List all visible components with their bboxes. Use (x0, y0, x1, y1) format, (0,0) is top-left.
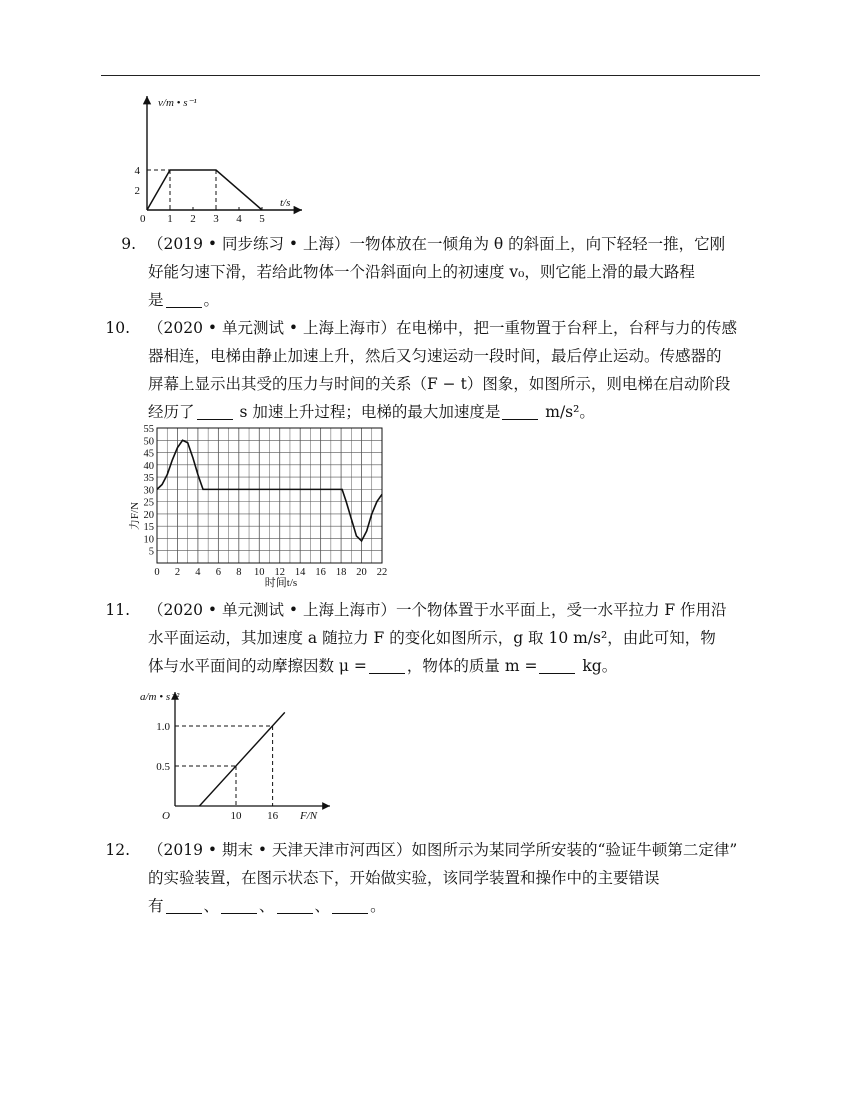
question-text: 有 (148, 897, 164, 915)
question-number: 10. (105, 319, 130, 337)
y-tick-label: 35 (143, 473, 154, 485)
x-tick-label: 22 (376, 567, 388, 578)
y-tick-label: 40 (143, 460, 154, 472)
x-tick-label: 4 (236, 213, 242, 222)
question-9 (100, 230, 772, 314)
x-tick-label: 8 (236, 567, 242, 578)
answer-blank[interactable] (221, 897, 257, 914)
y-axis-label: a/m • s⁻² (140, 691, 180, 703)
y-tick-label: 25 (143, 497, 154, 509)
y-tick-label: 45 (143, 448, 154, 460)
velocity-time-graph (130, 90, 310, 222)
answer-blank[interactable] (539, 657, 575, 674)
y-tick-label: 20 (143, 509, 154, 521)
question-text: 是 (148, 291, 164, 309)
question-text: 体与水平面间的动摩擦因数 μ = (148, 657, 367, 675)
question-10 (100, 314, 772, 426)
x-tick-label: 18 (335, 567, 347, 578)
y-tick-label: 10 (143, 534, 154, 546)
x-tick-label: 20 (356, 567, 367, 578)
question-text: s 加速上升过程；电梯的最大加速度是 (234, 403, 501, 421)
x-axis-label: F/N (300, 810, 318, 820)
question-number: 12. (105, 841, 130, 859)
question-text: （2020 • 单元测试 • 上海上海市）在电梯中，把一重物置于台秤上，台秤与力的传感 (148, 319, 737, 337)
x-axis-label: t/s (280, 197, 291, 209)
y-tick-label: 55 (143, 424, 154, 435)
question-number: 9. (121, 235, 136, 253)
y-tick-label: 50 (143, 436, 154, 448)
separator: 、 (259, 897, 275, 915)
x-tick-label: 2 (190, 213, 196, 222)
answer-blank[interactable] (166, 291, 202, 308)
y-tick-label: 1.0 (156, 721, 170, 733)
question-text: 器相连，电梯由静止加速上升，然后又匀速运动一段时间，最后停止运动。传感器的 (148, 347, 722, 365)
separator: 、 (314, 897, 331, 915)
y-tick-label: 30 (143, 485, 154, 497)
question-text: kg。 (577, 657, 618, 675)
x-tick-label: 14 (294, 567, 306, 578)
origin-label: O (162, 810, 170, 820)
question-text: （2019 • 期末 • 天津天津市河西区）如图所示为某同学所安装的“验证牛顿第二定律” (148, 841, 738, 859)
y-tick-label: 2 (134, 185, 140, 197)
question-text: m/s²。 (540, 403, 595, 421)
answer-blank[interactable] (166, 897, 202, 914)
question-text: 的实验装置，在图示状态下，开始做实验，该同学装置和操作中的主要错误 (148, 869, 660, 887)
question-text: 水平面运动，其加速度 a 随拉力 F 的变化如图所示，g 取 10 m/s²，由此可知，物 (148, 629, 716, 647)
question-12 (100, 836, 772, 920)
y-tick-label: 4 (134, 165, 140, 177)
header-rule (101, 75, 760, 76)
velocity-curve (147, 170, 262, 210)
answer-blank[interactable] (332, 897, 368, 914)
answer-blank[interactable] (502, 403, 538, 420)
separator: 、 (203, 897, 220, 915)
y-axis-label: v/m • s⁻¹ (158, 97, 197, 109)
question-number: 11. (105, 601, 130, 619)
question-text: 。 (203, 291, 220, 309)
x-tick-label: 3 (213, 213, 219, 222)
question-text: 。 (370, 897, 386, 915)
question-text: （2020 • 单元测试 • 上海上海市）一个物体置于水平面上，受一水平拉力 F 作用沿 (148, 601, 727, 619)
force-time-graph (120, 418, 395, 590)
y-tick-label: 5 (148, 546, 154, 558)
x-tick-label: 5 (259, 213, 265, 222)
x-tick-label: 4 (195, 567, 201, 578)
question-text: （2019 • 同步练习 • 上海）一物体放在一倾角为 θ 的斜面上，向下轻轻一推，它刚 (148, 235, 726, 253)
x-tick-label: 6 (215, 567, 221, 578)
question-text: 屏幕上显示出其受的压力与时间的关系（F − t）图象，如图所示，则电梯在启动阶段 (148, 375, 731, 393)
x-axis-label: 时间t/s (264, 577, 298, 589)
question-text: 经历了 (148, 403, 195, 421)
question-text: 好能匀速下滑，若给此物体一个沿斜面向上的初速度 v₀，则它能上滑的最大路程 (148, 263, 695, 281)
question-11 (100, 596, 772, 680)
x-tick-label: 2 (174, 567, 181, 578)
x-tick-label: 10 (230, 810, 242, 820)
y-tick-label: 15 (143, 522, 154, 534)
origin-label: 0 (140, 213, 146, 222)
y-tick-label: 0.5 (156, 761, 170, 773)
acceleration-force-graph (140, 688, 340, 820)
x-tick-label: 16 (315, 567, 326, 578)
x-tick-label: 0 (154, 567, 160, 578)
x-tick-label: 1 (167, 213, 173, 222)
x-tick-label: 16 (267, 810, 279, 820)
x-tick-label: 10 (254, 567, 265, 578)
answer-blank[interactable] (277, 897, 313, 914)
x-tick-label: 12 (274, 567, 285, 578)
y-axis-label: 力F/N (129, 501, 141, 531)
answer-blank[interactable] (369, 657, 405, 674)
question-text: ，物体的质量 m = (406, 657, 538, 675)
